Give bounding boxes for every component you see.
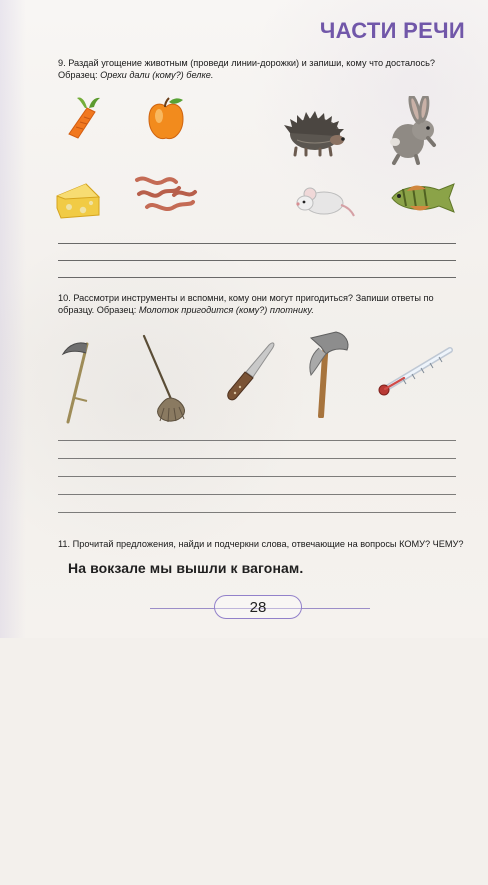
task-10-answer-line-4[interactable] xyxy=(58,494,456,495)
task-9-sample-text: Орехи дали (кому?) белке. xyxy=(100,70,214,80)
task-9-answer-line-1[interactable] xyxy=(58,243,456,244)
task-10-answer-line-5[interactable] xyxy=(58,512,456,513)
task-11-instruction xyxy=(58,538,463,550)
task-10-answer-line-3[interactable] xyxy=(58,476,456,477)
knife-picture xyxy=(222,341,278,407)
task-10-sample-line xyxy=(58,304,434,316)
page-number: 28 xyxy=(249,599,267,616)
task-11-sentence[interactable]: На вокзале мы вышли к вагонам. xyxy=(68,560,304,576)
apple-picture xyxy=(145,96,187,144)
thermometer-picture xyxy=(373,342,463,398)
task-10-sample-prefix: образцу. Образец: xyxy=(58,305,137,315)
hedgehog-picture xyxy=(282,109,348,157)
axe-picture xyxy=(303,330,355,418)
worms-picture xyxy=(129,170,201,218)
task-9-instruction xyxy=(58,57,435,81)
fish-picture xyxy=(382,179,460,217)
page-number-badge xyxy=(214,595,302,619)
cheese-picture xyxy=(55,178,103,222)
task-10-instruction xyxy=(58,292,434,316)
page-title: ЧАСТИ РЕЧИ xyxy=(319,18,465,43)
rabbit-picture xyxy=(384,96,444,166)
scythe-picture xyxy=(57,336,97,424)
left-decorative-strip xyxy=(0,0,26,638)
task-9-answer-line-2[interactable] xyxy=(58,260,456,261)
carrot-picture xyxy=(61,96,103,142)
broom-picture xyxy=(138,332,194,424)
task-9-sample-label: Образец: xyxy=(58,70,98,80)
task-9-line-1: 9. Раздай угощение животным (проведи линии-дорожки) и запиши, кому что досталось? xyxy=(58,58,435,68)
task-10-sample-text: Молоток пригодится (кому?) плотнику. xyxy=(138,305,314,315)
task-9-sample-line xyxy=(58,69,435,81)
mouse-picture xyxy=(296,181,356,219)
task-9-answer-line-3[interactable] xyxy=(58,277,456,278)
task-10-line-1: 10. Рассмотри инструменты и вспомни, кому они могут пригодиться? Запиши ответы по xyxy=(58,293,434,303)
task-10-answer-line-2[interactable] xyxy=(58,458,456,459)
task-11-line-1: 11. Прочитай предложения, найди и подчеркни слова, отвечающие на вопросы КОМУ? ЧЕМУ? xyxy=(58,539,464,549)
task-10-answer-line-1[interactable] xyxy=(58,440,456,441)
